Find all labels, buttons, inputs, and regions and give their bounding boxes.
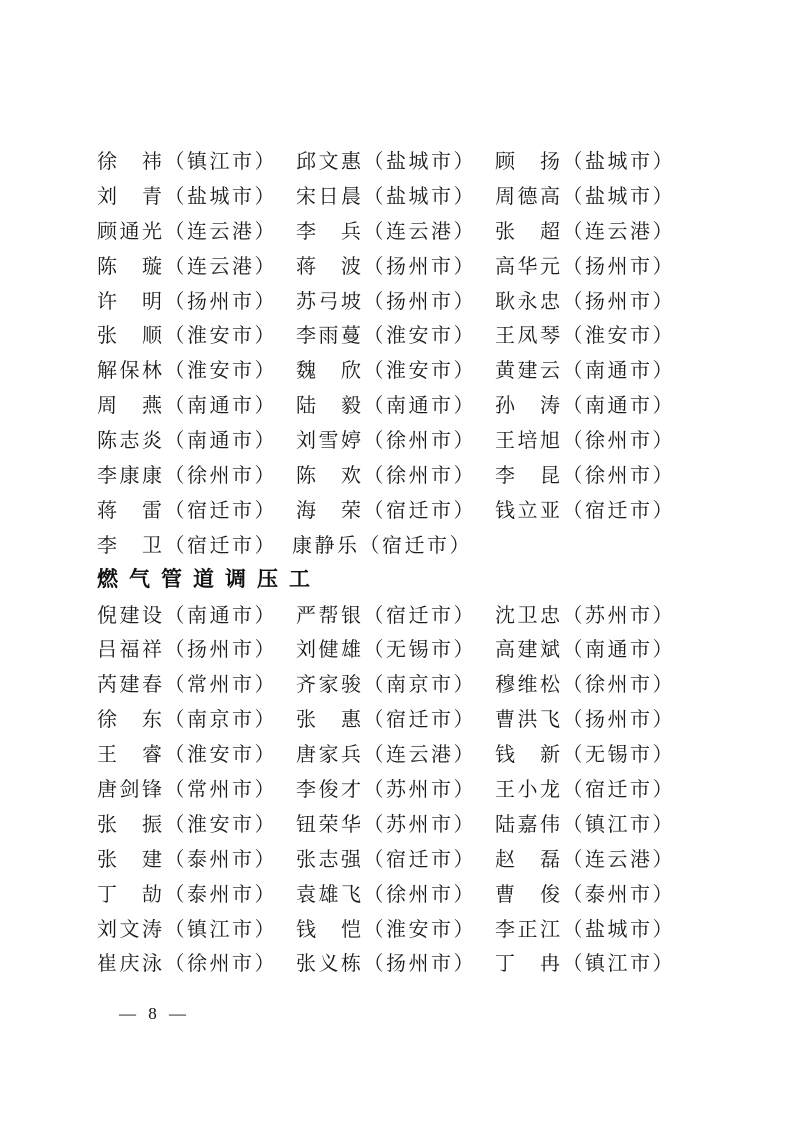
person-name: 严帮银: [296, 604, 364, 627]
name-row: [97, 770, 675, 805]
list-entry: [296, 947, 476, 976]
person-city: （盐城市）: [562, 185, 675, 208]
person-city: （徐州市）: [562, 674, 675, 697]
name-row: [97, 910, 675, 945]
list-entry: [97, 145, 277, 174]
person-city: （徐州市）: [164, 953, 277, 976]
list-entry: [296, 738, 476, 767]
list-entry: [296, 319, 476, 348]
person-name: 陆嘉伟: [495, 813, 563, 836]
list-entry: [296, 215, 476, 244]
person-city: （淮安市）: [164, 325, 277, 348]
list-entry: [495, 215, 675, 244]
person-city: （宿迁市）: [363, 604, 476, 627]
list-entry: [97, 250, 277, 279]
name-row: [97, 805, 675, 840]
list-entry: [97, 354, 277, 383]
person-city: （无锡市）: [562, 744, 675, 767]
name-row: [97, 386, 675, 421]
person-name: 刘文涛: [97, 918, 165, 941]
person-city: （镇江市）: [164, 918, 277, 941]
list-entry: [296, 180, 476, 209]
name-row: [97, 177, 675, 212]
person-name: 王凤琴: [495, 325, 563, 348]
person-city: （泰州市）: [562, 883, 675, 906]
person-name: 孙 涛: [495, 395, 563, 418]
person-name: 黄建云: [495, 360, 563, 383]
list-entry: [495, 459, 675, 488]
person-city: （南通市）: [562, 360, 675, 383]
list-entry: [97, 668, 277, 697]
person-city: （泰州市）: [164, 848, 277, 871]
person-city: （扬州市）: [363, 953, 476, 976]
name-row: [97, 596, 675, 631]
list-entry: [97, 703, 277, 732]
person-name: 穆维松: [495, 674, 563, 697]
person-name: 张志强: [296, 848, 364, 871]
person-name: 徐 祎: [97, 150, 165, 173]
list-entry: [97, 180, 277, 209]
person-name: 钱 新: [495, 744, 563, 767]
person-city: （苏州市）: [562, 604, 675, 627]
name-row: [97, 142, 675, 177]
person-city: （徐州市）: [363, 464, 476, 487]
person-name: 张 惠: [296, 709, 364, 732]
list-entry: [296, 494, 476, 523]
person-name: 丁 劼: [97, 883, 165, 906]
person-city: （连云港）: [562, 220, 675, 243]
person-city: （盐城市）: [363, 185, 476, 208]
person-name: 许 明: [97, 290, 165, 313]
list-entry: [495, 145, 675, 174]
list-entry: [495, 843, 675, 872]
person-city: （扬州市）: [363, 255, 476, 278]
list-entry: [296, 459, 476, 488]
person-name: 刘健雄: [296, 639, 364, 662]
person-name: 曹 俊: [495, 883, 563, 906]
page-number-text: — 8 —: [119, 1004, 190, 1023]
person-name: 王小龙: [495, 778, 563, 801]
list-entry: [495, 599, 675, 628]
person-city: （宿迁市）: [363, 499, 476, 522]
person-name: 芮建春: [97, 674, 165, 697]
person-city: （无锡市）: [363, 639, 476, 662]
name-row: [97, 282, 675, 317]
person-city: （南通市）: [164, 604, 277, 627]
list-entry: [495, 947, 675, 976]
list-entry: [495, 913, 675, 942]
person-name: 赵 磊: [495, 848, 563, 871]
person-city: （连云港）: [363, 220, 476, 243]
person-name: 唐剑锋: [97, 778, 165, 801]
list-entry: [495, 250, 675, 279]
name-row: [97, 700, 675, 735]
list-entry: [296, 250, 476, 279]
person-name: 周德高: [495, 185, 563, 208]
name-row: [97, 351, 675, 386]
list-entry: [495, 354, 675, 383]
person-city: （连云港）: [363, 744, 476, 767]
person-city: （徐州市）: [164, 464, 277, 487]
person-city: （扬州市）: [562, 290, 675, 313]
person-name: 李雨蔓: [296, 325, 364, 348]
person-name: 高建斌: [495, 639, 563, 662]
list-entry: [495, 738, 675, 767]
person-name: 李俊才: [296, 778, 364, 801]
list-entry: [296, 843, 476, 872]
list-entry: [296, 145, 476, 174]
person-name: 张 超: [495, 220, 563, 243]
list-entry: [97, 529, 277, 558]
person-city: （南通市）: [562, 395, 675, 418]
list-entry: [97, 494, 277, 523]
person-name: 耿永忠: [495, 290, 563, 313]
person-city: （镇江市）: [562, 813, 675, 836]
person-city: （泰州市）: [164, 883, 277, 906]
person-city: （南通市）: [562, 639, 675, 662]
list-entry: [97, 285, 277, 314]
list-entry: [97, 913, 277, 942]
list-entry: [495, 878, 675, 907]
list-entry: [97, 424, 277, 453]
list-entry: [97, 947, 277, 976]
person-city: （宿迁市）: [164, 499, 277, 522]
person-name: 康静乐: [292, 534, 360, 557]
person-city: （盐城市）: [164, 185, 277, 208]
person-name: 张义栋: [296, 953, 364, 976]
person-name: 徐 东: [97, 709, 165, 732]
list-entry: [97, 808, 277, 837]
person-name: 海 荣: [296, 499, 364, 522]
person-city: （盐城市）: [562, 918, 675, 941]
list-entry: [97, 319, 277, 348]
person-city: （淮安市）: [164, 360, 277, 383]
person-name: 刘雪婷: [296, 430, 364, 453]
name-row: [97, 316, 675, 351]
person-city: （扬州市）: [562, 255, 675, 278]
person-city: （扬州市）: [164, 639, 277, 662]
name-row: [97, 212, 675, 247]
person-name: 袁雄飞: [296, 883, 364, 906]
person-name: 李康康: [97, 464, 165, 487]
name-row: [97, 421, 675, 456]
name-row: [97, 735, 675, 770]
page-number: [119, 1004, 190, 1024]
list-entry: [495, 180, 675, 209]
person-city: （南通市）: [164, 395, 277, 418]
person-city: （盐城市）: [562, 150, 675, 173]
person-city: （扬州市）: [363, 290, 476, 313]
list-entry: [97, 773, 277, 802]
person-name: 张 建: [97, 848, 165, 871]
person-city: （镇江市）: [164, 150, 277, 173]
person-name: 齐家骏: [296, 674, 364, 697]
list-entry: [97, 878, 277, 907]
list-entry: [296, 773, 476, 802]
person-city: （徐州市）: [562, 464, 675, 487]
person-city: （常州市）: [164, 674, 277, 697]
name-row: [97, 665, 675, 700]
person-city: （连云港）: [164, 255, 277, 278]
person-name: 陆 毅: [296, 395, 364, 418]
person-city: （南通市）: [164, 430, 277, 453]
name-row: [97, 630, 675, 665]
person-name: 李正江: [495, 918, 563, 941]
person-city: （宿迁市）: [363, 848, 476, 871]
list-entry: [97, 633, 277, 662]
person-name: 蒋 雷: [97, 499, 165, 522]
list-entry: [97, 843, 277, 872]
person-city: （宿迁市）: [562, 778, 675, 801]
list-entry: [296, 354, 476, 383]
person-name: 王培旭: [495, 430, 563, 453]
person-name: 魏 欣: [296, 360, 364, 383]
person-name: 钱 恺: [296, 918, 364, 941]
person-name: 钱立亚: [495, 499, 563, 522]
list-entry: [495, 319, 675, 348]
name-row: [97, 944, 675, 979]
list-entry: [296, 599, 476, 628]
list-entry: [296, 285, 476, 314]
name-row: [97, 526, 675, 561]
list-entry: [495, 424, 675, 453]
name-list: [97, 142, 675, 979]
person-city: （连云港）: [164, 220, 277, 243]
person-name: 蒋 波: [296, 255, 364, 278]
person-name: 唐家兵: [296, 744, 364, 767]
person-city: （南通市）: [363, 395, 476, 418]
list-entry: [97, 459, 277, 488]
list-entry: [296, 913, 476, 942]
person-city: （淮安市）: [562, 325, 675, 348]
person-city: （盐城市）: [363, 150, 476, 173]
person-name: 陈 璇: [97, 255, 165, 278]
person-name: 沈卫忠: [495, 604, 563, 627]
person-city: （徐州市）: [562, 430, 675, 453]
list-entry: [292, 529, 472, 558]
name-row: [97, 456, 675, 491]
list-entry: [296, 878, 476, 907]
list-entry: [495, 808, 675, 837]
list-entry: [296, 633, 476, 662]
list-entry: [495, 494, 675, 523]
person-name: 苏弓坡: [296, 290, 364, 313]
person-city: （连云港）: [562, 848, 675, 871]
list-entry: [97, 215, 277, 244]
person-name: 李 兵: [296, 220, 364, 243]
person-name: 崔庆泳: [97, 953, 165, 976]
person-city: （淮安市）: [363, 325, 476, 348]
person-city: （扬州市）: [164, 290, 277, 313]
person-city: （南京市）: [363, 674, 476, 697]
list-entry: [97, 389, 277, 418]
person-city: （苏州市）: [363, 813, 476, 836]
person-city: （淮安市）: [164, 813, 277, 836]
list-entry: [97, 738, 277, 767]
list-entry: [495, 633, 675, 662]
list-entry: [296, 668, 476, 697]
list-entry: [296, 424, 476, 453]
person-city: （宿迁市）: [164, 534, 277, 557]
list-entry: [495, 668, 675, 697]
person-name: 曹洪飞: [495, 709, 563, 732]
person-name: 张 振: [97, 813, 165, 836]
person-name: 王 睿: [97, 744, 165, 767]
list-entry: [296, 389, 476, 418]
person-city: （宿迁市）: [562, 499, 675, 522]
person-city: （宿迁市）: [363, 709, 476, 732]
person-name: 李 昆: [495, 464, 563, 487]
person-city: （镇江市）: [562, 953, 675, 976]
person-name: 张 顺: [97, 325, 165, 348]
person-city: （扬州市）: [562, 709, 675, 732]
person-name: 顾通光: [97, 220, 165, 243]
list-entry: [495, 389, 675, 418]
person-city: （徐州市）: [363, 430, 476, 453]
person-city: （苏州市）: [363, 778, 476, 801]
person-name: 钮荣华: [296, 813, 364, 836]
person-name: 丁 冉: [495, 953, 563, 976]
person-city: （常州市）: [164, 778, 277, 801]
person-name: 李 卫: [97, 534, 165, 557]
name-row: [97, 875, 675, 910]
person-city: （南京市）: [164, 709, 277, 732]
person-city: （淮安市）: [363, 918, 476, 941]
person-name: 解保林: [97, 360, 165, 383]
list-entry: [296, 808, 476, 837]
section-title: 燃气管道调压工: [97, 568, 321, 592]
person-name: 陈志炎: [97, 430, 165, 453]
name-row: [97, 247, 675, 282]
list-entry: [495, 285, 675, 314]
list-entry: [97, 599, 277, 628]
person-name: 周 燕: [97, 395, 165, 418]
person-name: 倪建设: [97, 604, 165, 627]
list-entry: [495, 773, 675, 802]
list-entry: [296, 703, 476, 732]
person-name: 陈 欢: [296, 464, 364, 487]
person-name: 宋日晨: [296, 185, 364, 208]
list-entry: [495, 703, 675, 732]
person-name: 顾 扬: [495, 150, 563, 173]
person-city: （淮安市）: [164, 744, 277, 767]
name-row: [97, 840, 675, 875]
person-name: 高华元: [495, 255, 563, 278]
person-name: 邱文惠: [296, 150, 364, 173]
person-city: （淮安市）: [363, 360, 476, 383]
person-name: 吕福祥: [97, 639, 165, 662]
name-row: [97, 491, 675, 526]
person-city: （宿迁市）: [359, 534, 472, 557]
person-city: （徐州市）: [363, 883, 476, 906]
person-name: 刘 青: [97, 185, 165, 208]
